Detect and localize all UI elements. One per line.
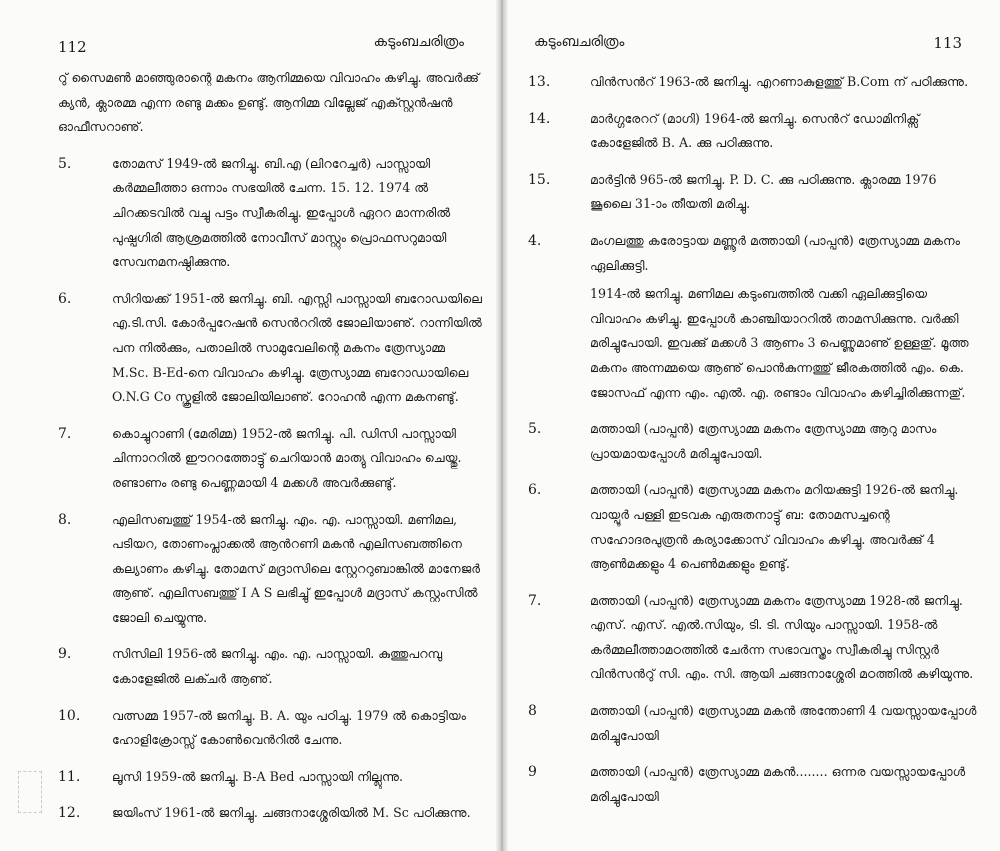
entry-8	[58, 508, 482, 631]
left-entries	[58, 66, 482, 838]
entry-number: 12.	[58, 805, 81, 822]
entry-text: സിറിയക്ക് 1951-ൽ ജനിച്ചു. ബി. എസ്സി പാസ്സായി ബറോഡയിലെ എ.ടി.സി. കോർപ്പറേഷൻ സെൻററിൽ ജോലിയാണു്. റാന്നിയിൽ പന നിൽക്കും, പതാലിൽ സാമുവേലിന്റെ മകനം ത്രേസ്യാമ്മ M.Sc. B-Ed-നെ വിവാഹം കഴിച്ചു. ത്രേസ്യാമ്മ ബറോഡായിലെ O.N.G Co സ്കൂളിൽ ജോലിയിലാണു്. റോഹൻ എന്ന മകനണ്ടു്.	[112, 290, 483, 405]
entry-text: മംഗലത്തു കരോട്ടായ മണ്ണൂർ മത്തായി (പാപ്പൻ) ത്രേസ്യാമ്മ മകനം ഏലിക്കുട്ടി.	[590, 232, 960, 273]
entry-text: മത്തായി (പാപ്പൻ) ത്രേസ്യാമ്മ മകൻ അന്തോണി 4 വയസ്സായപ്പോൾ മരിച്ചുപോയി	[590, 703, 977, 743]
entry-6	[528, 478, 980, 576]
entry-8	[528, 699, 980, 748]
entry-text: മാർഗ്ഗരേററ് (മാഗി) 1964-ൽ ജനിച്ചു. സെൻറ് ഡോമിനിക്സ് കോളേജിൽ B. A. ക്കു പഠിക്കുന്നു.	[590, 110, 920, 151]
entry-number: 5.	[528, 421, 542, 438]
page-number: 113	[933, 34, 962, 52]
entry-text: സിസിലി 1956-ൽ ജനിച്ചു. എം. എ. പാസ്സായി. കുത്തുപറമ്പു കോളേജിൽ ലക്ചർ ആണു്.	[112, 646, 443, 687]
entry-number: 7.	[528, 592, 542, 609]
entry-text: മത്തായി (പാപ്പൻ) ത്രേസ്യാമ്മ മകനം മറിയക്കുട്ടി 1926-ൽ ജനിച്ചു. വായ്പൂർ പള്ളി ഇടവക എരുതനാട്ടു് ബ: തോമസച്ചന്റെ സഹോദരപുത്രൻ കര്യാക്കോസ് വിവാഹം കഴിച്ചു. അവർക്കു് 4 ആൺമക്കളും 4 പെൺമക്കളും ഉണ്ടു്.	[590, 482, 959, 572]
entry-number: 8.	[58, 511, 72, 528]
entry-text: തോമസ് 1949-ൽ ജനിച്ചു. ബി.എ (ലിററേച്ചർ) പാസ്സായി കർമ്മലീത്താ ഒന്നാം സഭയിൽ ചേന്ന. 15. 12. 1974 ൽ ചിറക്കടവിൽ വച്ചു പട്ടം സ്വീകരിച്ചു. ഇപ്പോൾ ഏററ മാന്നരിൽ പുഷ്പഗിരി ആശ്രമത്തിൽ നോവീസ് മാസ്റ്റും പ്രൊഫസറുമായി സേവനമനഷ്ഠിക്കുന്നു.	[112, 155, 451, 270]
entry-text: മത്തായി (പാപ്പൻ) ത്രേസ്യാമ്മ മകനം ത്രേസ്യാമ്മ ആറു മാസം പ്രായമായപ്പോൾ മരിച്ചുപോയി.	[590, 421, 937, 461]
entry-number: 14.	[528, 110, 551, 127]
entry-text: വത്സമ്മ 1957-ൽ ജനിച്ചു. B. A. യും പഠിച്ചു. 1979 ൽ കൊട്ടിയം ഹോളിക്രോസ്സ് കോൺവെൻറിൽ ചേന്നു.	[112, 707, 466, 748]
entry-15	[528, 168, 980, 217]
entry-9	[58, 642, 482, 691]
entry-number: 13.	[528, 74, 551, 90]
entry-number: 4.	[528, 232, 542, 249]
page-number: 112	[58, 38, 87, 56]
entry-7	[528, 589, 980, 687]
entry-11	[58, 765, 482, 790]
entry-subparagraph: 1914-ൽ ജനിച്ചു. മണിമല കടുംബത്തിൽ വക്കി ഏലിക്കുട്ടിയെ വിവാഹം കഴിച്ചു. ഇപ്പോൾ കാഞ്ചിയാററിൽ താമസിക്കുന്നു. വർക്കി മരിച്ചുപോയി. ഇവക്കു് മക്കൾ 3 ആണം 3 പെണ്ണുമാണു് ഉള്ളതു്. മൂത്ത മകനം അന്നമ്മയെ ആണു് പൊൻകുന്നത്തു് ജീരകത്തിൽ എം. കെ. ജോസഫ് എന്ന എം. എൽ. എ. രണ്ടാം വിവാഹം കഴിച്ചിരിക്കുന്നതു്.	[590, 286, 969, 400]
entry-number: 10.	[58, 707, 81, 724]
entry-6	[58, 287, 482, 410]
entry-number: 9	[528, 764, 537, 781]
right-page	[506, 0, 1000, 851]
entry-number: 15.	[528, 171, 551, 188]
entry-5	[528, 417, 980, 466]
entry-14	[528, 107, 980, 156]
entry-text: മത്തായി (പാപ്പൻ) ത്രേസ്യാമ്മ മകനം ത്രേസ്യാമ്മ 1928-ൽ ജനിച്ചു. എസ്. എസ്. എൽ.സിയും, ടി. ടി. സിയും പാസ്സായി. 1958-ൽ കർമ്മലീത്താമഠത്തിൽ ചേർന്ന സഭാവസ്ത്രം സ്വീകരിച്ചു സിസ്റ്റർ വിൻസൻറു് സി. എം. സി. ആയി ചങ്ങനാശ്ശേരി മഠത്തിൽ കഴിയുന്നു.	[590, 592, 974, 682]
entry-13	[528, 70, 980, 95]
entry-text: കൊച്ചുറാണി (മേരിമ്മ) 1952-ൽ ജനിച്ചു. പി. ഡിസി പാസ്സായി ചിന്നാററിൽ ഈററത്തോട്ടു് ചെറിയാൻ മാത്യു വിവാഹം ചെയ്തു. രണ്ടാണം രണ്ടു പെണ്ണമായി 4 മക്കൾ അവർക്കുണ്ടു്.	[112, 425, 462, 490]
right-entries	[528, 70, 980, 821]
running-title: കടുംബചരിത്രം	[373, 34, 464, 50]
entry-number: 8	[528, 703, 537, 720]
entry-10	[58, 704, 482, 753]
entry-7	[58, 422, 482, 496]
entry-number: 11.	[58, 768, 81, 785]
entry-12	[58, 801, 482, 826]
entry-number: 9.	[58, 646, 72, 663]
library-stamp-mark	[18, 771, 42, 813]
entry-text: മത്തായി (പാപ്പൻ) ത്രേസ്യാമ്മ മകൻ........ ഒന്നര വയസ്സായപ്പോൾ മരിച്ചുപോയി	[590, 764, 966, 804]
entry-text: ലൂസി 1959-ൽ ജനിച്ചു. B-A Bed പാസ്സായി നില്ലുന്നു.	[112, 768, 403, 784]
continuation-paragraph: റു് സൈമൺ മാഞ്ഞുരാന്റെ മകനം ആനിമ്മയെ വിവാഹം കഴിച്ചു. അവർക്കു് ക്യൻ, ക്ലാരമ്മ എന്ന രണ്ടു മക്കം ഉണ്ടു്. ആനിമ്മ വില്ലേജ് എക്സ്റ്റൻഷൻ ഓഫീസറാണു്.	[58, 70, 480, 135]
entry-text: മാർട്ടിൻ 965-ൽ ജനിച്ചു. P. D. C. ക്കു പഠിക്കുന്നു. ക്ലാരമ്മ 1976 ജൂലൈ 31-ാം തീയതി മരിച്ചു.	[590, 171, 937, 212]
entry-number: 5.	[58, 155, 72, 172]
entry-text: എലിസബത്തു് 1954-ൽ ജനിച്ചു. എം. എ. പാസ്സായി. മണിമല, പടിയറ, തോണംപ്ലാക്കൽ ആൻറണി മകൻ എലിസബത്തിനെ കല്യാണം കഴിച്ചു. തോമസ് മദ്രാസിലെ സ്റ്റേററുബാങ്കിൽ മാനേജർ ആണു്. എലിസബത്തു് I A S ലഭിച്ചു് ഇപ്പോൾ മദ്രാസ് കസ്റ്റംസിൽ ജോലി ചെയ്യുന്നു.	[112, 511, 481, 625]
entry-text: ജയിംസ് 1961-ൽ ജനിച്ചു. ചങ്ങനാശ്ശേരിയിൽ M. Sc പഠിക്കുന്നു.	[112, 805, 471, 821]
entry-number: 6.	[528, 482, 542, 499]
entry-number: 6.	[58, 290, 72, 307]
entry-text: വിൻസൻറ് 1963-ൽ ജനിച്ചു. എറണാകുളത്തു് B.Com ന് പഠിക്കുന്നു.	[590, 74, 969, 89]
running-title: കടുംബചരിത്രം	[534, 34, 625, 50]
entry-5	[58, 152, 482, 275]
entry-9	[528, 760, 980, 809]
entry-number: 7.	[58, 425, 72, 442]
entry-4	[528, 229, 980, 405]
